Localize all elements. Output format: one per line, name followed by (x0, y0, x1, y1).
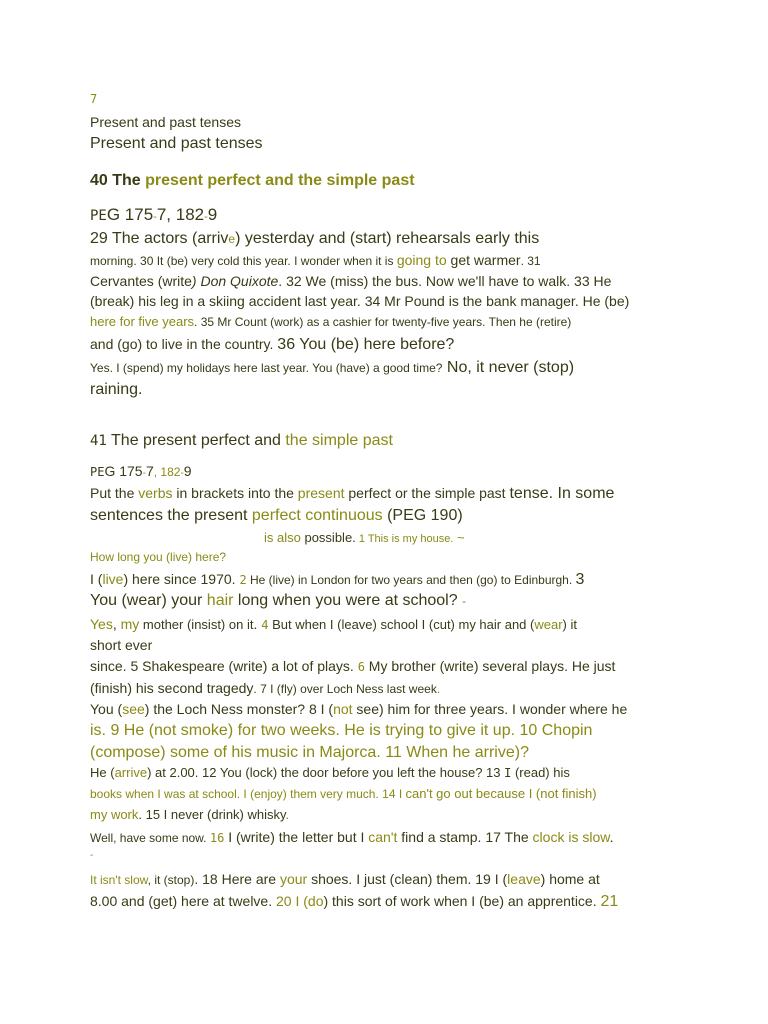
text-run: . 33 He (566, 273, 612, 289)
text-run: live (102, 571, 124, 587)
text-run: , it (stop) (147, 873, 195, 887)
text-run: books (90, 787, 126, 801)
exercise-line (90, 637, 152, 653)
section-40-reference (90, 205, 217, 225)
text-run: find a stamp. 17 The (397, 829, 533, 845)
text-run: raining. (90, 381, 143, 398)
text-run: your (279, 871, 308, 887)
text-run: ~ (453, 530, 465, 545)
text-run: . (609, 829, 614, 845)
ref-prefix: PE (90, 465, 105, 479)
section-41-number: 41 (90, 433, 107, 449)
text-run: . 18 Here are (194, 871, 280, 887)
section-41-title-highlight: the simple past (285, 432, 393, 449)
section-40-number: 40 The (90, 172, 141, 189)
text-run: I (504, 766, 512, 780)
text-run: 8.00 and (get) here at twelve. (90, 893, 276, 909)
exercise-line (90, 616, 577, 633)
ref-dash: - (142, 468, 146, 479)
text-run: I (write) the letter but I (224, 829, 369, 845)
page-number: 7 (90, 92, 98, 106)
exercise-line (90, 592, 466, 610)
text-run: . 10 Chopin (510, 722, 593, 739)
text-run: Put the (90, 485, 139, 501)
text-run: He (live) in London for two years and then (go) to Edinburgh. (246, 573, 576, 587)
text-run: Yes (90, 361, 110, 375)
text-run: of his music in Majorca. 11 (209, 744, 407, 761)
text-run: Cervantes (write (90, 273, 192, 289)
exercise-line (90, 787, 597, 802)
exercise-line (90, 293, 629, 309)
text-run: not smoke (154, 722, 228, 739)
text-run: ) here since 1970. (123, 571, 240, 587)
text-run: )? (514, 744, 529, 761)
text-run: morning. 30 It (be) very cold this year. I wonder when it is (90, 254, 397, 268)
text-run: leave (507, 871, 541, 887)
text-run: , have some now. (113, 831, 210, 845)
text-run: . (436, 682, 441, 696)
text-run: 29 The actors (arriv (90, 230, 229, 247)
exercise-line (90, 551, 226, 565)
exercise-line (90, 381, 142, 399)
text-run: You ( (90, 701, 123, 717)
text-run: arrive (114, 765, 148, 780)
text-run: 20 I ( (276, 893, 308, 909)
text-run: is also (264, 530, 301, 545)
text-run: tense (509, 485, 549, 502)
ref-part: G 175 (104, 463, 143, 479)
text-run: since. 5 Shakespeare (write) a lot of plays. (90, 658, 358, 674)
text-run: . 31 (520, 254, 541, 268)
text-run: mother (insist) on it (139, 617, 254, 632)
text-run: wear (534, 617, 563, 632)
text-run: My brother (write) several plays (364, 658, 565, 674)
text-run: going to (396, 252, 447, 268)
text-run: long when you were at school? (233, 592, 463, 609)
text-run: (read) his (511, 765, 570, 780)
text-run: 3 (575, 571, 585, 588)
text-run: , (112, 616, 121, 632)
text-run: ) at 2.00. 12 You (lock) the door before you left the house? 13 (147, 765, 505, 780)
exercise-line (90, 829, 613, 846)
text-run: 16 (209, 831, 225, 845)
text-run: verbs (138, 485, 173, 501)
text-run: . In some (548, 485, 615, 502)
text-run: . 19 I ( (467, 871, 508, 887)
section-40-title: present perfect and the simple past (145, 172, 415, 189)
text-run: hair (206, 592, 234, 609)
text-run: 1 This is my house. (355, 533, 454, 545)
section-41-reference (90, 463, 192, 480)
section-41-heading (90, 432, 393, 450)
text-run: can't go out because (405, 786, 526, 801)
exercise-line (90, 871, 600, 888)
exercise-line (90, 336, 454, 354)
text-run: (PEG 190) (382, 507, 463, 524)
text-run: not (333, 701, 353, 717)
exercise-line (90, 701, 627, 717)
exercise-line (90, 230, 539, 248)
text-run: (break) his leg in a skiing accident last year. 34 Mr Pound is the bank manager. He (be) (90, 293, 630, 309)
text-run: clock is slow (532, 829, 610, 845)
section-40-heading (90, 172, 415, 190)
text-run: How long you (live) here? (90, 550, 227, 564)
ref-dash: - (180, 468, 184, 479)
exercise-line (90, 680, 440, 697)
text-run: I (not finish) (525, 786, 597, 801)
text-run: You (wear) your (90, 592, 207, 609)
text-run: . (253, 616, 262, 632)
exercise-line (90, 571, 584, 589)
text-run: Well (90, 831, 114, 845)
text-run: . Now we'll have to walk (418, 273, 567, 289)
instruction-line (90, 507, 463, 525)
exercise-line (90, 808, 289, 823)
text-run: ) the Loch Ness monster? 8 I ( (144, 701, 334, 717)
text-run: ) this sort of work when I (be) an apprentice. (323, 893, 601, 909)
text-run: (compose) (90, 744, 171, 761)
text-run: see (122, 701, 145, 717)
text-run: possible. (300, 530, 356, 545)
text-run: ) for two weeks. He is trying to (227, 722, 447, 739)
ref-part: 9 (207, 205, 218, 224)
text-run: . (285, 807, 290, 822)
ref-part: , 182 (153, 465, 181, 479)
text-run: . 15 I never (drink) whisky (138, 807, 286, 822)
text-run: When he arrive (406, 744, 515, 761)
text-run: . I (spend) my holidays here last year (109, 361, 306, 375)
exercise-line (90, 359, 574, 377)
text-run: I ( (90, 571, 103, 587)
text-run: here for five years (90, 314, 195, 329)
text-run: No, it never (stop) (442, 359, 575, 376)
text-run: shoes. I just (clean) them (307, 871, 468, 887)
instruction-line (90, 485, 614, 503)
text-run: get warmer (446, 252, 521, 268)
exercise-line (90, 766, 570, 781)
text-run: ) home at (540, 871, 600, 887)
text-run: . Then he (retire) (482, 315, 572, 329)
text-run: (finish) his second tragedy (90, 680, 254, 696)
text-run: - (90, 850, 94, 861)
text-run: in brackets into the (172, 485, 298, 501)
exercise-line (90, 850, 93, 862)
ref-dash: - (153, 211, 157, 223)
section-41-title: The present perfect and (106, 432, 286, 449)
ref-part: 7 (145, 463, 154, 479)
text-run: do (307, 893, 324, 909)
exercise-line (90, 893, 618, 911)
exercise-line (90, 252, 541, 269)
ref-part: 9 (183, 463, 192, 479)
text-run: e (228, 232, 236, 246)
text-run: perfect or the simple past (344, 485, 510, 501)
text-run: . 7 I (fly) over Loch Ness last week (253, 682, 437, 696)
text-run: 21 (600, 893, 619, 910)
exercise-line (90, 722, 592, 740)
exercise-line (90, 273, 611, 289)
text-run: sentences the present (90, 507, 252, 524)
text-run: ) it (562, 617, 577, 632)
text-run: see) him for three years (352, 701, 505, 717)
text-run: - (462, 594, 467, 608)
text-run: is. 9 He ( (90, 722, 155, 739)
text-run: . 35 Mr Count (work) as a cashier for twenty-five years (194, 315, 483, 329)
text-run: . I wonder where he (504, 701, 628, 717)
text-run: can't (368, 829, 398, 845)
ref-prefix: PE (90, 208, 107, 224)
text-run: my work (90, 807, 139, 822)
text-run: 4 (261, 618, 269, 632)
text-run: But when I (leave) school I (cut) my hair and ( (268, 617, 535, 632)
text-run: He ( (90, 765, 115, 780)
exercise-line (90, 658, 615, 675)
text-run: when I was at school (125, 787, 237, 801)
text-run: ) Don Quixote (191, 273, 279, 289)
text-run: . You (have) a good time? (305, 361, 443, 375)
chapter-title: Present and past tenses (90, 114, 241, 130)
text-run: . 32 We (miss) the bus (278, 273, 419, 289)
text-run: 2 (239, 573, 247, 587)
text-run: . He just (564, 658, 616, 674)
text-run: give it up (446, 722, 511, 739)
text-run: ) yesterday and (start) rehearsals early this (235, 230, 540, 247)
text-run: . I (enjoy) them very much. 14 I (236, 787, 406, 801)
text-run: It isn't slow (90, 873, 148, 887)
text-run: 36 You (be) here before? (277, 336, 455, 353)
exercise-line (90, 744, 529, 762)
text-run: Yes (90, 616, 113, 632)
text-run: short ever (90, 637, 153, 653)
text-run: and (go) to live in the country. (90, 336, 278, 352)
text-run: my (120, 616, 140, 632)
text-run: present (297, 485, 345, 501)
instruction-line (264, 531, 465, 546)
text-run: some (170, 744, 210, 761)
ref-dash: - (204, 211, 208, 223)
text-run: 6 (357, 660, 365, 674)
ref-part: G 175 (106, 205, 154, 224)
ref-part: 7, 182 (156, 205, 205, 224)
text-run: perfect continuous (251, 507, 383, 524)
chapter-title-repeat: Present and past tenses (90, 135, 263, 152)
exercise-line (90, 315, 571, 330)
